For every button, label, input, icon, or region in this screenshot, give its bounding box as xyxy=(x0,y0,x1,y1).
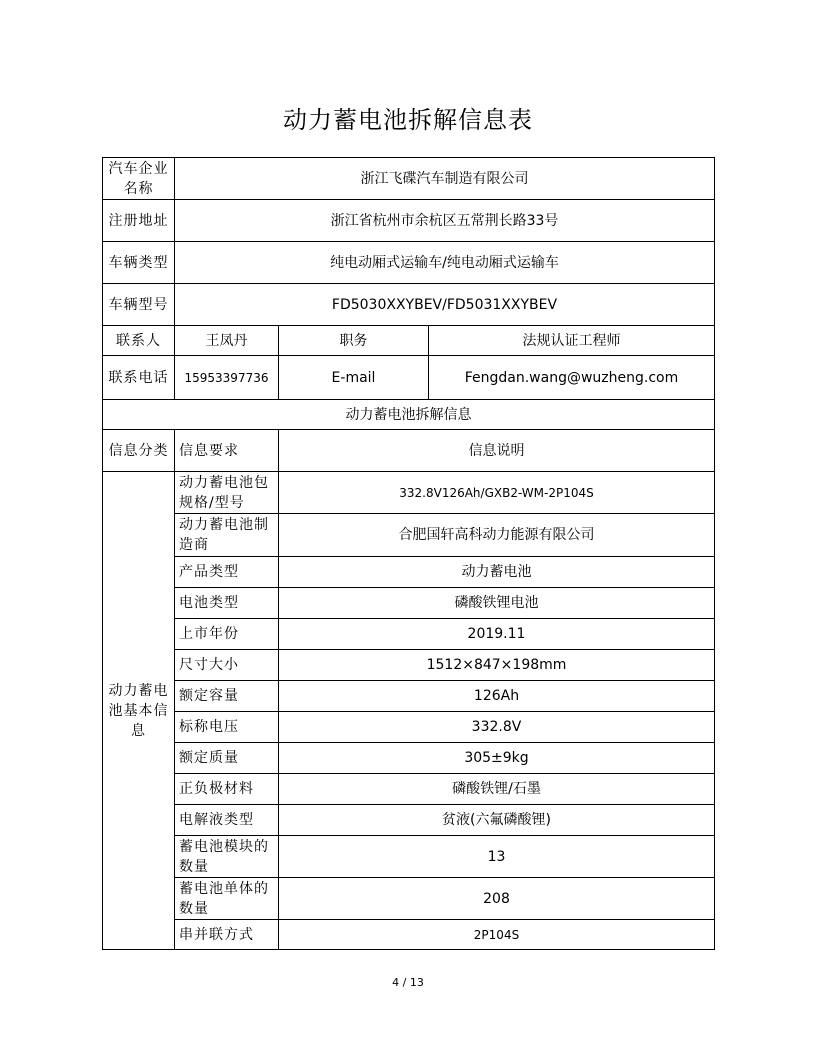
company-name-row xyxy=(103,158,715,200)
section-header-row xyxy=(103,400,715,430)
battery-disassembly-table xyxy=(102,157,715,950)
table-row xyxy=(103,712,715,743)
value-cell: 合肥国轩高科动力能源有限公司 xyxy=(279,514,715,557)
requirement-cell: 电解液类型 xyxy=(175,805,279,836)
address-row xyxy=(103,200,715,242)
battery-category-cell: 动力蓄电池基本信息 xyxy=(103,472,175,950)
table-row xyxy=(103,472,715,514)
requirement-cell: 动力蓄电池包规格/型号 xyxy=(175,472,279,514)
requirement-cell: 动力蓄电池制造商 xyxy=(175,514,279,557)
value-cell: 动力蓄电池 xyxy=(279,557,715,588)
position-label: 职务 xyxy=(279,326,429,356)
email-value: Fengdan.wang@wuzheng.com xyxy=(429,356,715,400)
requirement-cell: 蓄电池单体的数量 xyxy=(175,878,279,920)
vehicle-type-value: 纯电动厢式运输车/纯电动厢式运输车 xyxy=(175,242,715,284)
phone-label: 联系电话 xyxy=(103,356,175,400)
requirement-cell: 蓄电池模块的数量 xyxy=(175,836,279,878)
requirement-cell: 标称电压 xyxy=(175,712,279,743)
requirement-cell: 电池类型 xyxy=(175,588,279,619)
value-cell: 208 xyxy=(279,878,715,920)
table-row xyxy=(103,743,715,774)
value-cell: 2P104S xyxy=(279,920,715,950)
value-cell: 13 xyxy=(279,836,715,878)
contact-row xyxy=(103,326,715,356)
requirement-cell: 上市年份 xyxy=(175,619,279,650)
requirement-cell: 正负极材料 xyxy=(175,774,279,805)
table-row xyxy=(103,619,715,650)
table-row xyxy=(103,681,715,712)
table-row xyxy=(103,557,715,588)
address-value: 浙江省杭州市余杭区五常荆长路33号 xyxy=(175,200,715,242)
value-cell: 2019.11 xyxy=(279,619,715,650)
value-cell: 1512×847×198mm xyxy=(279,650,715,681)
company-name-value: 浙江飞碟汽车制造有限公司 xyxy=(175,158,715,200)
col-requirement-header: 信息要求 xyxy=(175,430,279,472)
requirement-cell: 尺寸大小 xyxy=(175,650,279,681)
requirement-cell: 额定容量 xyxy=(175,681,279,712)
vehicle-model-row xyxy=(103,284,715,326)
value-cell: 126Ah xyxy=(279,681,715,712)
phone-value: 15953397736 xyxy=(175,356,279,400)
col-description-header: 信息说明 xyxy=(279,430,715,472)
table-row xyxy=(103,774,715,805)
phone-row xyxy=(103,356,715,400)
vehicle-type-row xyxy=(103,242,715,284)
section-title: 动力蓄电池拆解信息 xyxy=(103,400,715,430)
company-name-label: 汽车企业名称 xyxy=(103,158,175,200)
table-row xyxy=(103,920,715,950)
contact-label: 联系人 xyxy=(103,326,175,356)
requirement-cell: 额定质量 xyxy=(175,743,279,774)
position-value: 法规认证工程师 xyxy=(429,326,715,356)
value-cell: 磷酸铁锂/石墨 xyxy=(279,774,715,805)
value-cell: 332.8V xyxy=(279,712,715,743)
requirement-cell: 产品类型 xyxy=(175,557,279,588)
table-row xyxy=(103,836,715,878)
vehicle-type-label: 车辆类型 xyxy=(103,242,175,284)
value-cell: 磷酸铁锂电池 xyxy=(279,588,715,619)
requirement-cell: 串并联方式 xyxy=(175,920,279,950)
contact-value: 王凤丹 xyxy=(175,326,279,356)
col-category-header: 信息分类 xyxy=(103,430,175,472)
table-row xyxy=(103,588,715,619)
page-number: 4 / 13 xyxy=(392,976,424,989)
page-title: 动力蓄电池拆解信息表 xyxy=(283,106,533,134)
vehicle-model-value: FD5030XXYBEV/FD5031XXYBEV xyxy=(175,284,715,326)
table-row xyxy=(103,514,715,557)
address-label: 注册地址 xyxy=(103,200,175,242)
value-cell: 332.8V126Ah/GXB2-WM-2P104S xyxy=(279,472,715,514)
value-cell: 贫液(六氟磷酸锂) xyxy=(279,805,715,836)
table-row xyxy=(103,878,715,920)
value-cell: 305±9kg xyxy=(279,743,715,774)
table-row xyxy=(103,805,715,836)
table-row xyxy=(103,650,715,681)
email-label: E-mail xyxy=(279,356,429,400)
column-header-row xyxy=(103,430,715,472)
vehicle-model-label: 车辆型号 xyxy=(103,284,175,326)
